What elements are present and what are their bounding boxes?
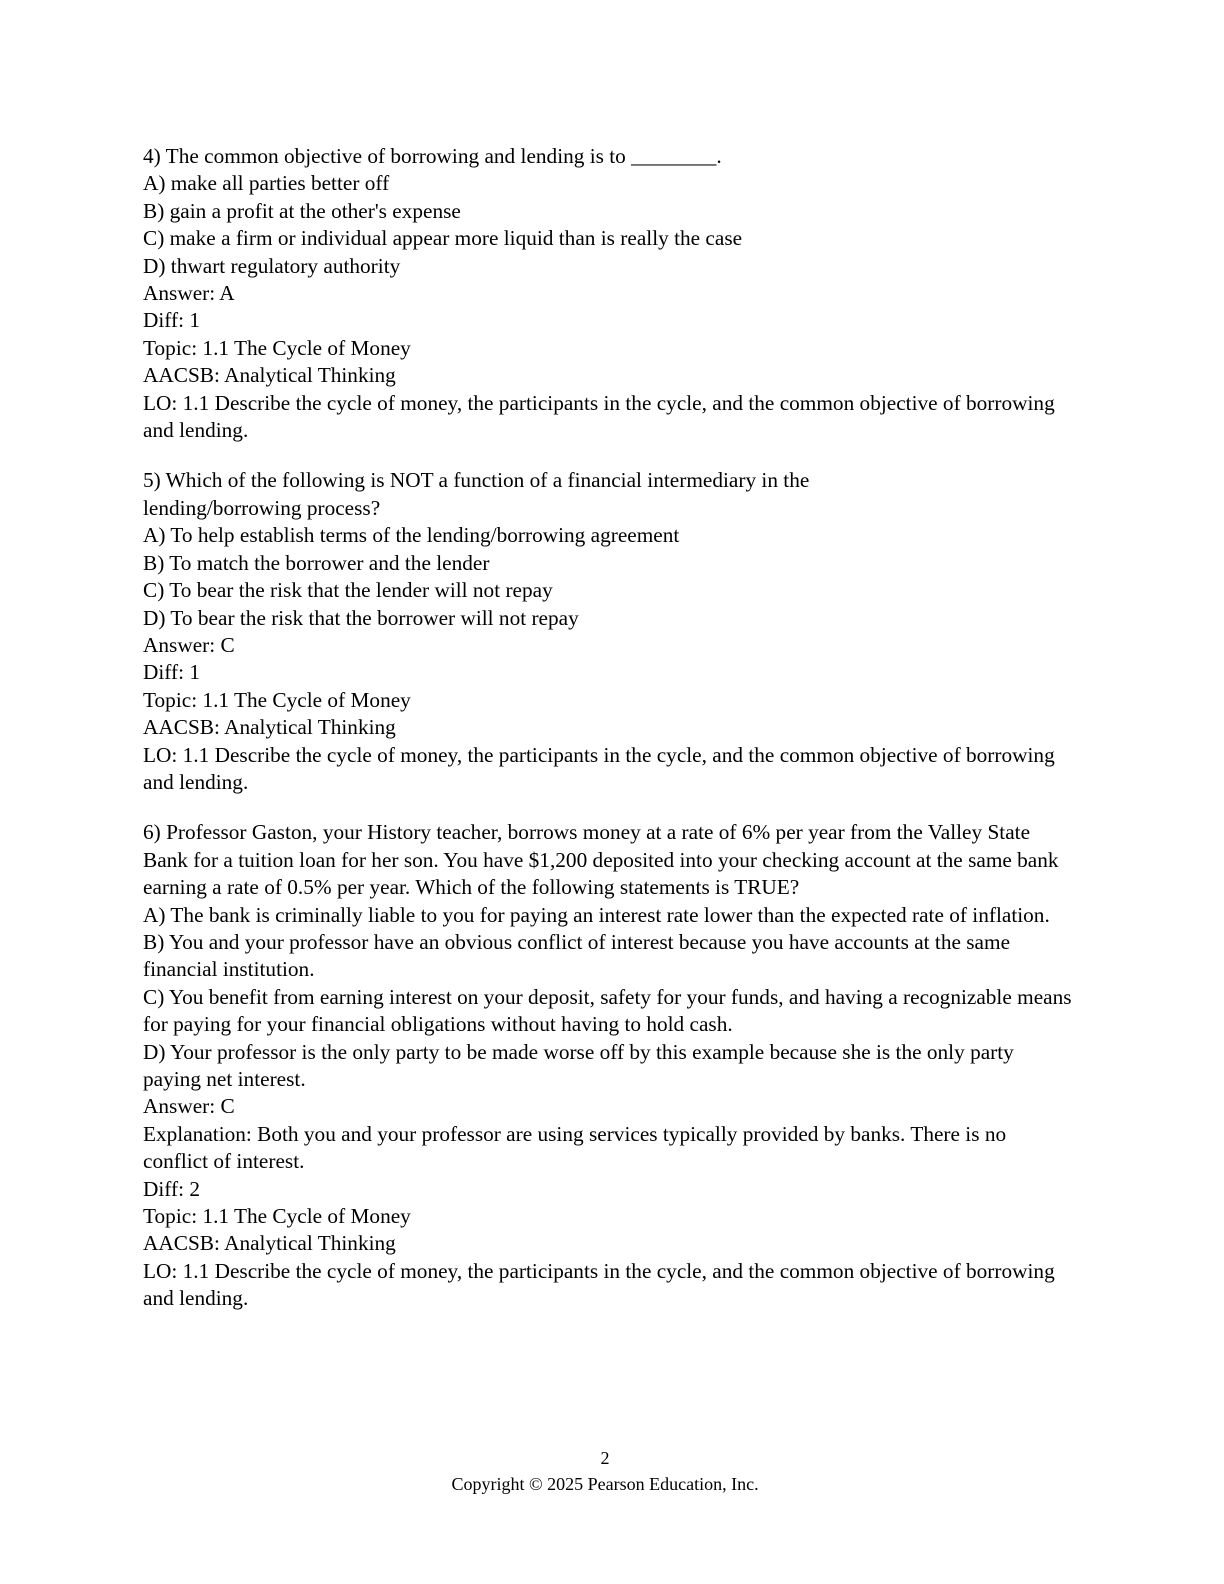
difficulty: Diff: 1 (143, 660, 200, 685)
copyright-notice: Copyright © 2025 Pearson Education, Inc. (451, 1474, 759, 1494)
explanation: Explanation: Both you and your professor are using services typically provided by banks. There is no conflict of interest. (143, 1121, 1007, 1174)
option-b: B) gain a profit at the other's expense (143, 198, 461, 223)
answer: Answer: A (143, 281, 235, 306)
aacsb: AACSB: Analytical Thinking (143, 715, 396, 740)
question-4 (143, 143, 1073, 444)
document-body (143, 143, 1073, 1313)
option-b: B) To match the borrower and the lender (143, 550, 490, 575)
option-c: C) make a firm or individual appear more liquid than is really the case (143, 226, 743, 251)
option-d: D) To bear the risk that the borrower will not repay (143, 605, 579, 630)
answer: Answer: C (143, 1094, 235, 1119)
option-c: C) You benefit from earning interest on your deposit, safety for your funds, and having a recognizable means for paying for your financial obligations without having to hold cash. (143, 984, 1072, 1037)
difficulty: Diff: 1 (143, 308, 200, 333)
question-prompt: 4) The common objective of borrowing and lending is to ________. (143, 144, 722, 168)
option-a: A) The bank is criminally liable to you for paying an interest rate lower than the expected rate of inflation. (143, 902, 1050, 927)
learning-objective: LO: 1.1 Describe the cycle of money, the participants in the cycle, and the common objective of borrowing and lending. (143, 742, 1055, 794)
option-a: A) make all parties better off (143, 171, 390, 196)
question-6 (143, 819, 1073, 1312)
option-d: D) Your professor is the only party to be made worse off by this example because she is the only party paying net interest. (143, 1039, 1014, 1091)
question-prompt: 6) Professor Gaston, your History teacher, borrows money at a rate of 6% per year from the Valley State Bank for a tuition loan for her son. You have $1,200 deposited into your checking account at the same bank earning a rate of 0.5% per year. Which of the following statements is TRUE? (143, 820, 1059, 900)
topic: Topic: 1.1 The Cycle of Money (143, 687, 411, 712)
topic: Topic: 1.1 The Cycle of Money (143, 1204, 411, 1229)
learning-objective: LO: 1.1 Describe the cycle of money, the participants in the cycle, and the common objective of borrowing and lending. (143, 390, 1055, 443)
question-prompt: 5) Which of the following is NOT a function of a financial intermediary in the lending/borrowing process? (143, 468, 810, 520)
aacsb: AACSB: Analytical Thinking (143, 1231, 396, 1256)
page-number: 2 (600, 1448, 610, 1468)
aacsb: AACSB: Analytical Thinking (143, 363, 396, 388)
learning-objective: LO: 1.1 Describe the cycle of money, the participants in the cycle, and the common objective of borrowing and lending. (143, 1258, 1055, 1311)
answer: Answer: C (143, 632, 235, 657)
option-d: D) thwart regulatory authority (143, 253, 401, 278)
option-c: C) To bear the risk that the lender will not repay (143, 578, 553, 603)
difficulty: Diff: 2 (143, 1176, 200, 1201)
option-a: A) To help establish terms of the lending/borrowing agreement (143, 523, 680, 548)
question-5 (143, 467, 1073, 796)
topic: Topic: 1.1 The Cycle of Money (143, 335, 411, 360)
option-b: B) You and your professor have an obvious conflict of interest because you have accounts at the same financial institution. (143, 929, 1011, 982)
